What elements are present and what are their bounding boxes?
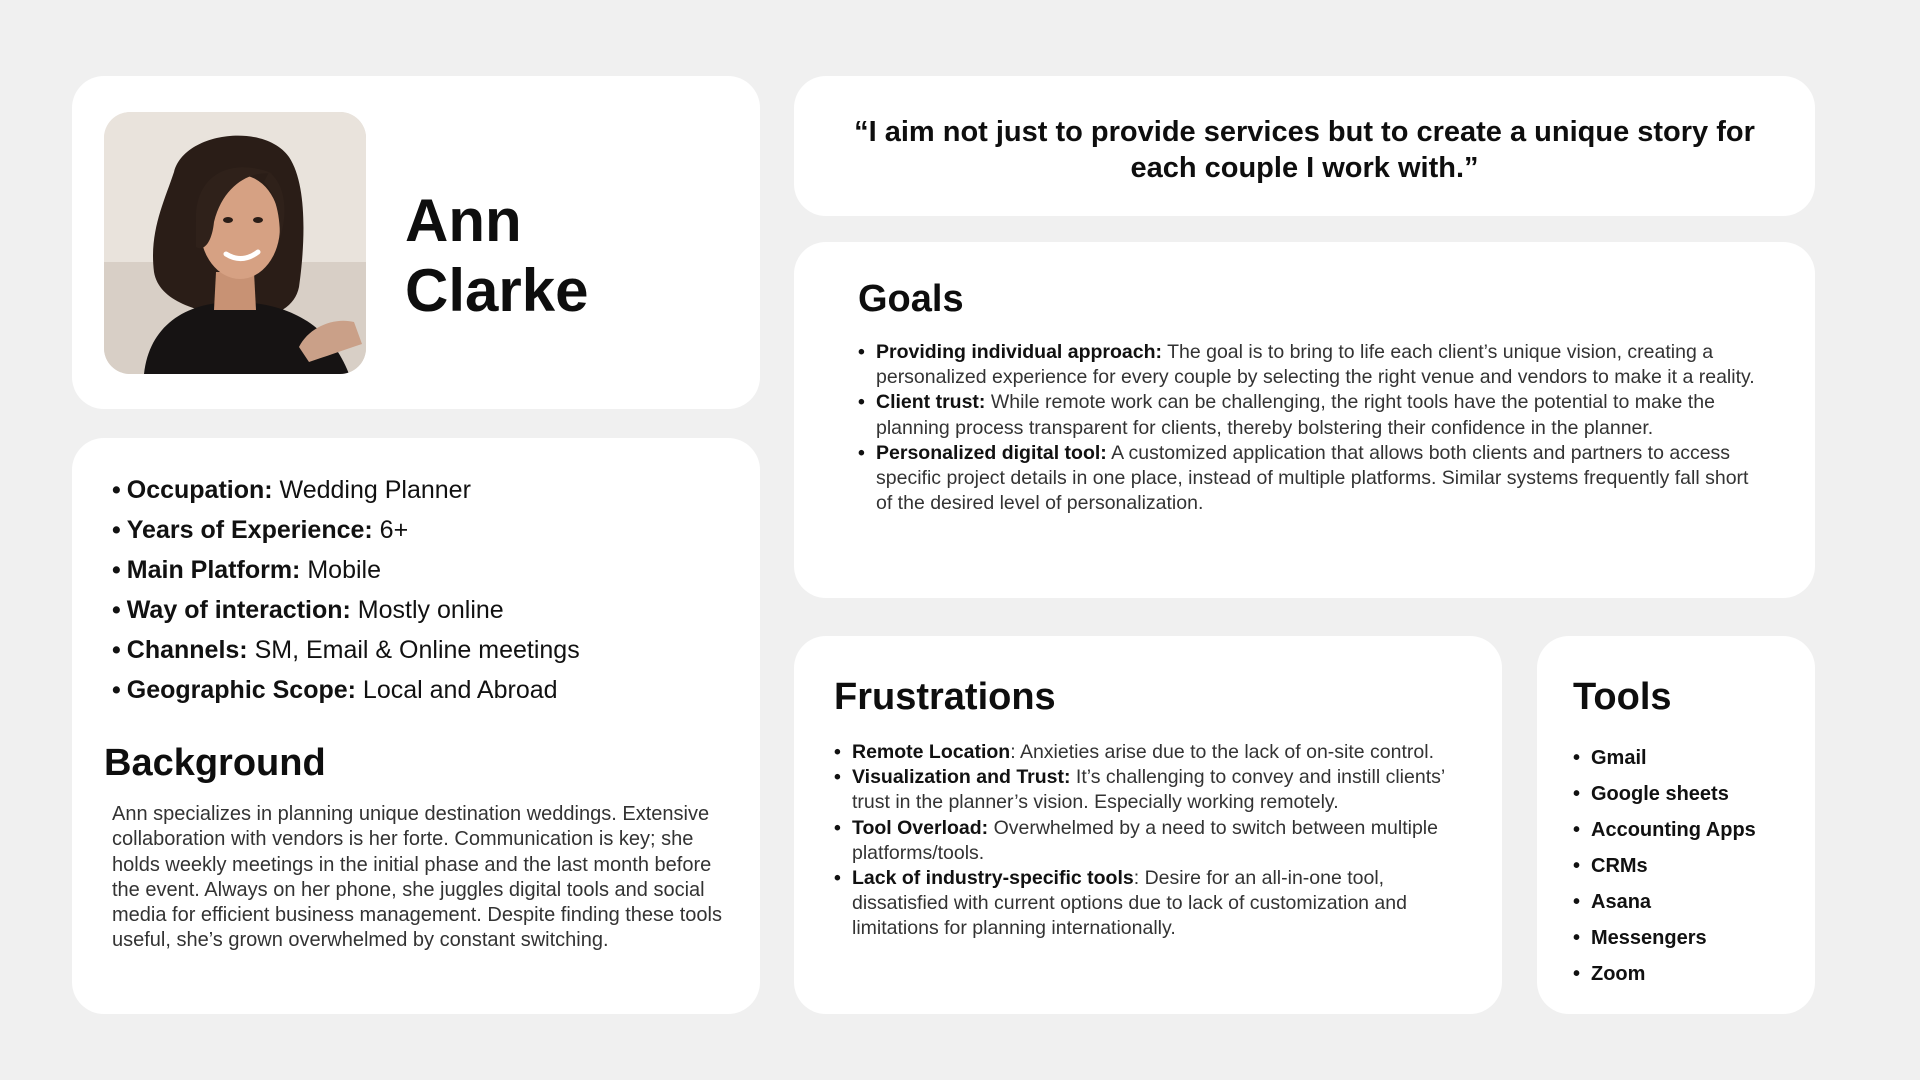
avatar xyxy=(104,112,366,374)
fact-label: Channels: xyxy=(126,636,248,664)
frustration-text: : Desire for an all-in-one tool, dissatisfied with current options due to lack of customization and limitations for planning internationally. xyxy=(852,867,1407,940)
fact-experience xyxy=(112,510,580,550)
goals-list xyxy=(858,340,1768,516)
frustration-item xyxy=(834,816,1474,866)
fact-label: Years of Experience: xyxy=(126,516,373,544)
fact-value: Mobile xyxy=(300,556,381,584)
fact-value: Mostly online xyxy=(350,596,504,624)
goal-item xyxy=(858,390,1768,440)
fact-value: 6+ xyxy=(372,516,409,544)
goal-text: A customized application that allows both clients and partners to access specific project details in one place, instead of multiple platforms. Similar systems frequently fall short of the desired level of personalization. xyxy=(876,441,1749,515)
tool-item: • Google sheets xyxy=(1573,776,1756,812)
fact-value: SM, Email & Online meetings xyxy=(247,636,580,664)
goal-title: Providing individual approach: xyxy=(876,341,1163,363)
quote-card xyxy=(794,76,1815,216)
last-name: Clarke xyxy=(405,257,589,324)
facts-list xyxy=(112,470,580,710)
frustration-title: Tool Overload: xyxy=(852,816,989,839)
goal-text: While remote work can be challenging, the right tools have the potential to make the planning process transparent for clients, thereby bolstering their confidence in the planner. xyxy=(876,391,1715,439)
fact-occupation xyxy=(112,470,580,510)
fact-label: Main Platform: xyxy=(126,556,301,584)
fact-label: Way of interaction: xyxy=(126,596,351,624)
background-text: Ann specializes in planning unique destination weddings. Extensive collaboration with vendors is her forte. Communication is key; she holds weekly meetings in the initial phase and the last month before the event. Always on her phone, she juggles digital tools and social media for efficient business management. Despite finding these tools useful, she’s grown overwhelmed by constant switching. xyxy=(112,803,722,952)
frustration-text: : Anxieties arise due to the lack of on-site control. xyxy=(1010,741,1434,763)
fact-value: Local and Abroad xyxy=(355,676,558,704)
frustration-item xyxy=(834,740,1474,765)
persona-name xyxy=(405,186,588,326)
goal-text: The goal is to bring to life each client’s unique vision, creating a personalized experience for every couple by selecting the right venue and vendors to make it a reality. xyxy=(876,341,1755,389)
fact-platform xyxy=(112,550,580,590)
tools-heading: Tools xyxy=(1573,676,1672,718)
goals-card xyxy=(794,242,1815,598)
fact-value: Wedding Planner xyxy=(272,476,471,504)
frustration-item xyxy=(834,765,1474,815)
frustration-title: Visualization and Trust: xyxy=(852,766,1071,789)
tool-item: • Gmail xyxy=(1573,740,1756,776)
tools-card xyxy=(1537,636,1815,1014)
tool-item: • Asana xyxy=(1573,884,1756,920)
profile-card xyxy=(72,76,760,409)
fact-interaction xyxy=(112,590,580,630)
goal-title: Personalized digital tool: xyxy=(876,441,1107,464)
portrait-photo xyxy=(104,112,366,374)
frustration-text: It’s challenging to convey and instill clients’ trust in the planner’s vision. Especially working remotely. xyxy=(852,766,1445,814)
first-name: Ann xyxy=(405,187,522,254)
details-card xyxy=(72,438,760,1014)
goal-item xyxy=(858,340,1768,390)
goal-title: Client trust: xyxy=(876,391,986,414)
fact-channels xyxy=(112,630,580,670)
tool-item: • Zoom xyxy=(1573,956,1756,992)
tool-item: • Accounting Apps xyxy=(1573,812,1756,848)
frustrations-card xyxy=(794,636,1502,1014)
persona-quote: “I aim not just to provide services but to create a unique story for each couple I work with.” xyxy=(854,116,1755,184)
tools-list xyxy=(1573,740,1756,992)
fact-label: Geographic Scope: xyxy=(126,676,356,704)
fact-label: Occupation: xyxy=(126,476,273,504)
frustrations-heading: Frustrations xyxy=(834,676,1056,718)
fact-scope xyxy=(112,670,580,710)
tool-item: • Messengers xyxy=(1573,920,1756,956)
goal-item xyxy=(858,441,1768,517)
frustration-text: Overwhelmed by a need to switch between multiple platforms/tools. xyxy=(852,816,1438,864)
frustrations-list xyxy=(834,740,1474,942)
tool-item: • CRMs xyxy=(1573,848,1756,884)
frustration-title: Remote Location xyxy=(852,741,1011,763)
frustration-item xyxy=(834,866,1474,942)
frustration-title: Lack of industry-specific tools xyxy=(852,867,1134,890)
background-heading: Background xyxy=(104,742,326,784)
goals-heading: Goals xyxy=(858,278,964,320)
